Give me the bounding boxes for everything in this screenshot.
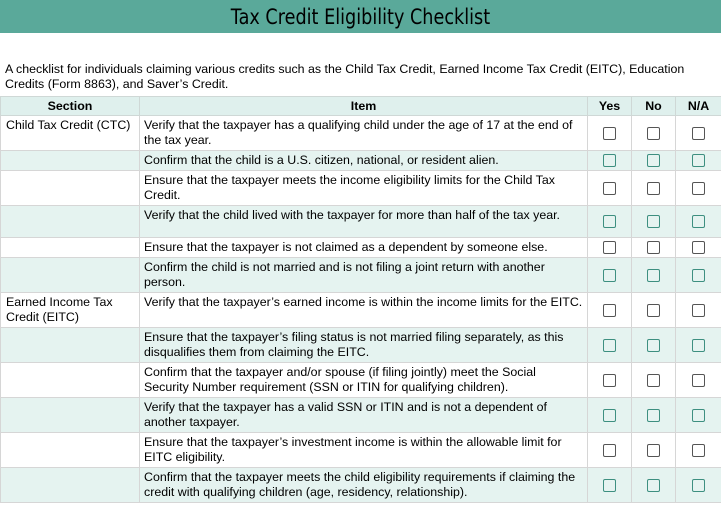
row-item: Verify that the taxpayer has a qualifying child under the age of 17 at the end of the tax year. — [140, 116, 588, 151]
cell-no — [632, 468, 676, 503]
cell-na — [676, 151, 721, 171]
row-section — [1, 363, 140, 398]
checklist-row — [1, 171, 721, 206]
row-item: Verify that the taxpayer’s earned income is within the income limits for the EITC. — [140, 293, 588, 328]
checklist-row — [1, 468, 721, 503]
row-item: Ensure that the taxpayer meets the income eligibility limits for the Child Tax Credit. — [140, 171, 588, 206]
header-yes: Yes — [588, 97, 632, 116]
row-section — [1, 258, 140, 293]
row-section — [1, 398, 140, 433]
cell-na — [676, 206, 721, 238]
checklist-row — [1, 206, 721, 238]
na-checkbox[interactable] — [692, 444, 705, 457]
row-section — [1, 151, 140, 171]
cell-no — [632, 398, 676, 433]
cell-na — [676, 258, 721, 293]
row-item: Confirm that the child is a U.S. citizen, national, or resident alien. — [140, 151, 588, 171]
yes-checkbox[interactable] — [603, 374, 616, 387]
checklist-table — [0, 96, 721, 503]
na-checkbox[interactable] — [692, 215, 705, 228]
checklist-row — [1, 398, 721, 433]
yes-checkbox[interactable] — [603, 182, 616, 195]
cell-yes — [588, 151, 632, 171]
row-section — [1, 468, 140, 503]
yes-checkbox[interactable] — [603, 127, 616, 140]
cell-yes — [588, 433, 632, 468]
cell-yes — [588, 398, 632, 433]
no-checkbox[interactable] — [647, 339, 660, 352]
cell-na — [676, 398, 721, 433]
checklist-row — [1, 293, 721, 328]
na-checkbox[interactable] — [692, 269, 705, 282]
cell-no — [632, 433, 676, 468]
cell-na — [676, 433, 721, 468]
no-checkbox[interactable] — [647, 241, 660, 254]
yes-checkbox[interactable] — [603, 215, 616, 228]
row-section — [1, 328, 140, 363]
cell-no — [632, 293, 676, 328]
row-section — [1, 206, 140, 238]
cell-yes — [588, 258, 632, 293]
na-checkbox[interactable] — [692, 182, 705, 195]
cell-na — [676, 116, 721, 151]
cell-no — [632, 171, 676, 206]
no-checkbox[interactable] — [647, 127, 660, 140]
checklist-row — [1, 258, 721, 293]
no-checkbox[interactable] — [647, 374, 660, 387]
cell-yes — [588, 293, 632, 328]
cell-na — [676, 363, 721, 398]
header-row — [1, 97, 721, 116]
title-bar — [0, 0, 721, 33]
row-item: Verify that the taxpayer has a valid SSN or ITIN and is not a dependent of another taxpayer. — [140, 398, 588, 433]
row-item: Confirm that the taxpayer and/or spouse (if filing jointly) meet the Social Security Number requirement (SSN or ITIN for qualifying children). — [140, 363, 588, 398]
yes-checkbox[interactable] — [603, 409, 616, 422]
na-checkbox[interactable] — [692, 374, 705, 387]
cell-no — [632, 258, 676, 293]
cell-no — [632, 151, 676, 171]
cell-na — [676, 293, 721, 328]
checklist-description: A checklist for individuals claiming various credits such as the Child Tax Credit, Earned Income Tax Credit (EITC), Education Credits (Form 8863), and Saver’s Credit. — [5, 62, 685, 91]
checklist-row — [1, 151, 721, 171]
row-item: Confirm the child is not married and is not filing a joint return with another person. — [140, 258, 588, 293]
row-item: Verify that the child lived with the taxpayer for more than half of the tax year. — [140, 206, 588, 238]
checklist-row — [1, 116, 721, 151]
checklist-row — [1, 433, 721, 468]
yes-checkbox[interactable] — [603, 444, 616, 457]
yes-checkbox[interactable] — [603, 304, 616, 317]
yes-checkbox[interactable] — [603, 269, 616, 282]
cell-yes — [588, 468, 632, 503]
header-na: N/A — [676, 97, 721, 116]
cell-no — [632, 363, 676, 398]
no-checkbox[interactable] — [647, 154, 660, 167]
row-item: Ensure that the taxpayer is not claimed as a dependent by someone else. — [140, 238, 588, 258]
na-checkbox[interactable] — [692, 127, 705, 140]
na-checkbox[interactable] — [692, 304, 705, 317]
no-checkbox[interactable] — [647, 304, 660, 317]
na-checkbox[interactable] — [692, 154, 705, 167]
cell-na — [676, 328, 721, 363]
na-checkbox[interactable] — [692, 241, 705, 254]
row-item: Ensure that the taxpayer’s investment income is within the allowable limit for EITC eligibility. — [140, 433, 588, 468]
checklist-row — [1, 328, 721, 363]
na-checkbox[interactable] — [692, 339, 705, 352]
page-title: Tax Credit Eligibility Checklist — [230, 4, 491, 29]
no-checkbox[interactable] — [647, 479, 660, 492]
cell-yes — [588, 363, 632, 398]
row-item: Ensure that the taxpayer’s filing status is not married filing separately, as this disqualifies them from claiming the EITC. — [140, 328, 588, 363]
na-checkbox[interactable] — [692, 479, 705, 492]
cell-no — [632, 238, 676, 258]
no-checkbox[interactable] — [647, 409, 660, 422]
yes-checkbox[interactable] — [603, 241, 616, 254]
row-section — [1, 171, 140, 206]
yes-checkbox[interactable] — [603, 339, 616, 352]
cell-yes — [588, 206, 632, 238]
yes-checkbox[interactable] — [603, 154, 616, 167]
row-section — [1, 238, 140, 258]
cell-na — [676, 238, 721, 258]
header-section: Section — [1, 97, 140, 116]
no-checkbox[interactable] — [647, 215, 660, 228]
cell-yes — [588, 171, 632, 206]
yes-checkbox[interactable] — [603, 479, 616, 492]
cell-yes — [588, 238, 632, 258]
cell-na — [676, 468, 721, 503]
no-checkbox[interactable] — [647, 269, 660, 282]
cell-yes — [588, 116, 632, 151]
na-checkbox[interactable] — [692, 409, 705, 422]
row-item: Confirm that the taxpayer meets the child eligibility requirements if claiming the credit with qualifying children (age, residency, relationship). — [140, 468, 588, 503]
checklist-row — [1, 238, 721, 258]
no-checkbox[interactable] — [647, 444, 660, 457]
cell-no — [632, 328, 676, 363]
row-section — [1, 433, 140, 468]
header-item: Item — [140, 97, 588, 116]
row-section: Earned Income Tax Credit (EITC) — [1, 293, 140, 328]
cell-yes — [588, 328, 632, 363]
cell-no — [632, 206, 676, 238]
cell-no — [632, 116, 676, 151]
header-no: No — [632, 97, 676, 116]
row-section: Child Tax Credit (CTC) — [1, 116, 140, 151]
cell-na — [676, 171, 721, 206]
no-checkbox[interactable] — [647, 182, 660, 195]
checklist-row — [1, 363, 721, 398]
